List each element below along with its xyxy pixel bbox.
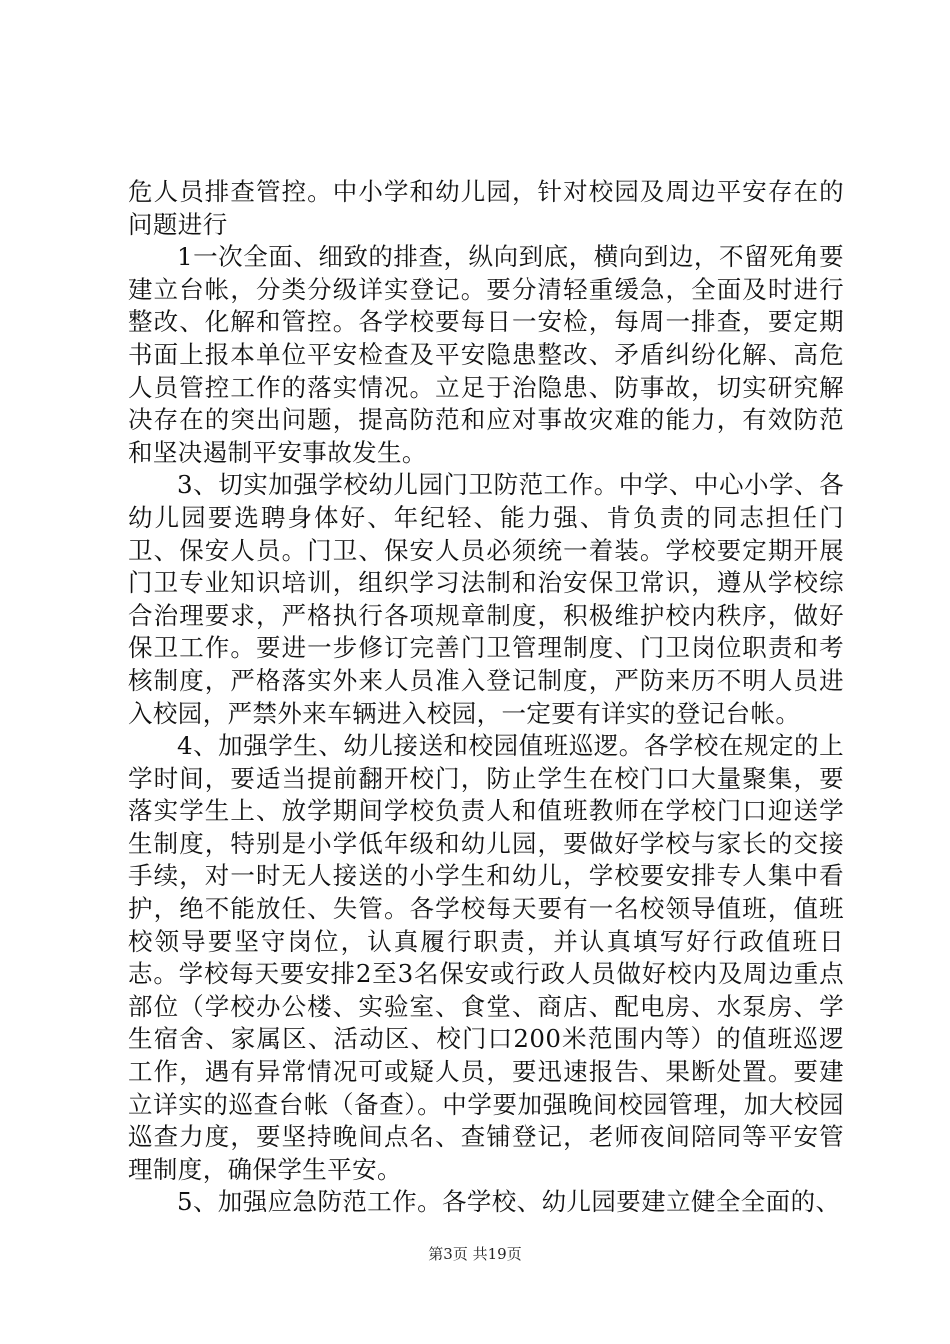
paragraph-item-1: 1一次全面、细致的排查，纵向到底，横向到边，不留死角要建立台帐，分类分级详实登记。要分清轻重缓急，全面及时进行整改、化解和管控。各学校要每日一安检，每周一排查，要定期书面上报本单位平安检查及平安隐患整改、矛盾纠纷化解、高危人员管控工作的落实情况。立足于治隐患、防事故，切实研究解决存在的突出问题，提高防范和应对事故灾难的能力，有效防范和坚决遏制平安事故发生。 bbox=[128, 242, 844, 467]
paragraph-continuation: 危人员排查管控。中小学和幼儿园，针对校园及周边平安存在的问题进行 bbox=[128, 177, 844, 239]
paragraph-item-5: 5、加强应急防范工作。各学校、幼儿园要建立健全全面的、 bbox=[177, 1187, 841, 1217]
paragraph-item-4: 4、加强学生、幼儿接送和校园值班巡逻。各学校在规定的上学时间，要适当提前翻开校门，防止学生在校门口大量聚集，要落实学生上、放学期间学校负责人和值班教师在学校门口迎送学生制度，特别是小学低年级和幼儿园，要做好学校与家长的交接手续，对一时无人接送的小学生和幼儿，学校要安排专人集中看护，绝不能放任、失管。各学校每天要有一名校领导值班，值班校领导要坚守岗位，认真履行职责，并认真填写好行政值班日志。学校每天要安排2至3名保安或行政人员做好校内及周边重点部位（学校办公楼、实验室、食堂、商店、配电房、水泵房、学生宿舍、家属区、活动区、校门口200米范围内等）的值班巡逻工作，遇有异常情况可或疑人员，要迅速报告、果断处置。要建立详实的巡查台帐（备查）。中学要加强晚间校园管理，加大校园巡查力度，要坚持晚间点名、查铺登记，老师夜间陪同等平安管理制度，确保学生平安。 bbox=[128, 731, 844, 1184]
page-number-footer: 第3页 共19页 bbox=[428, 1245, 522, 1263]
document-body bbox=[128, 176, 844, 1219]
paragraph-item-3: 3、切实加强学校幼儿园门卫防范工作。中学、中心小学、各幼儿园要选聘身体好、年纪轻、能力强、肯负责的同志担任门卫、保安人员。门卫、保安人员必须统一着装。学校要定期开展门卫专业知识培训，组织学习法制和治安保卫常识，遵从学校综合治理要求，严格执行各项规章制度，积极维护校内秩序，做好保卫工作。要进一步修订完善门卫管理制度、门卫岗位职责和考核制度，严格落实外来人员准入登记制度，严防来历不明人员进入校园，严禁外来车辆进入校园，一定要有详实的登记台帐。 bbox=[128, 470, 844, 728]
